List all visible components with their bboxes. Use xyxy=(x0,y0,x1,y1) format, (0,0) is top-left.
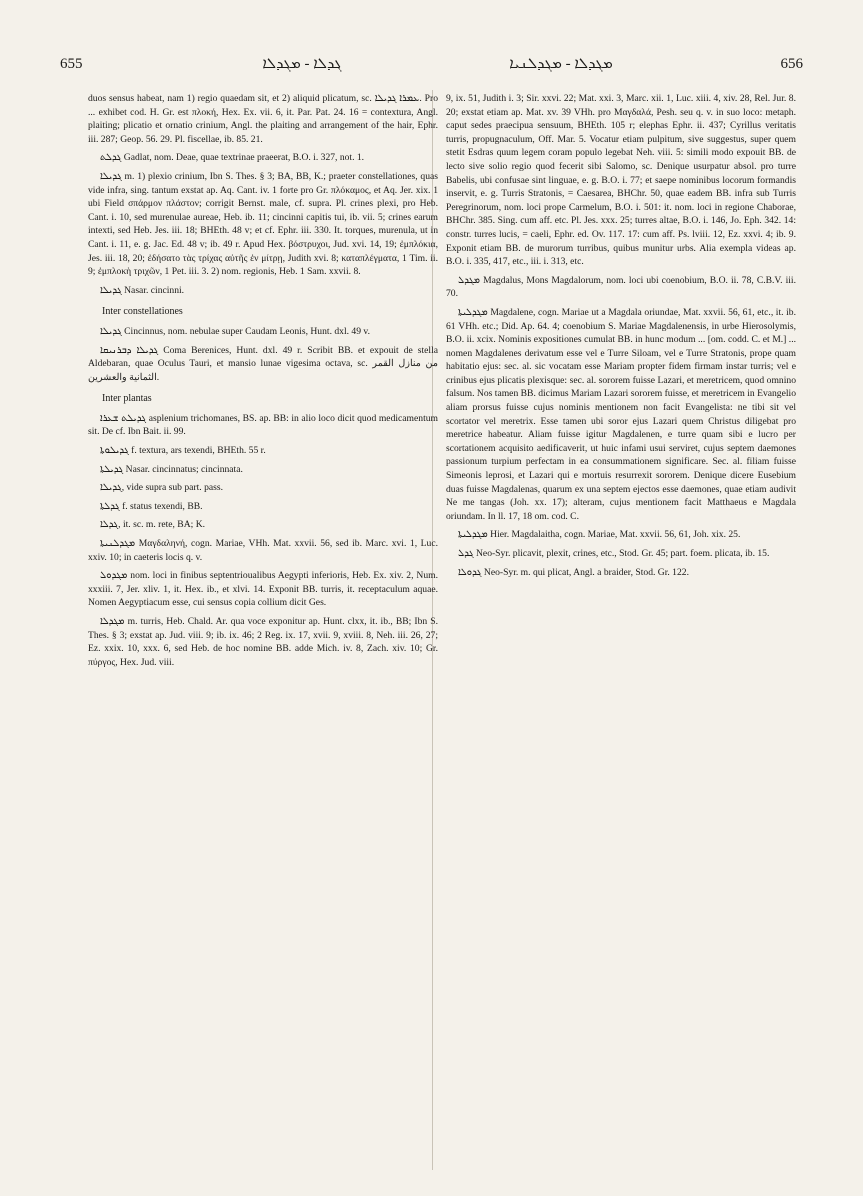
running-title-right: ܡܓܕܠܐ - ܡܓܕܠܢܝܐ xyxy=(509,56,613,72)
running-title-left: ܓܕܠܐ - ܡܓܕܠܐ xyxy=(262,56,342,72)
entry: ܡܓܕܠܐ m. turris, Heb. Chald. Ar. qua voce exponitur ap. Hunt. clxx, it. ib., BB; Ibn S. Thes. § 3; exstat ap. Jud. viii. 9; ib. ix. 46; 2 Reg. ix. 17, xvii. 9, xviii. 8, Neh. iii. 26, 27; Ez. xxix. 10, xxx. 6, sed Heb. de hoc nomine BB. adde Mich. iv. 8, Zach. xiv. 10; Gr. πύργος, Hex. Jud. viii. xyxy=(88,616,438,668)
entry: ܡܓܕܠܝܬܐ Magdalene, cogn. Mariae ut a Magdala oriundae, Mat. xxvii. 56, 61, etc., it. ib. 61 VHh. etc.; Did. Ap. 64. 4; coenobium S. Mariae Magdalenensis, in urbe Hierosolymis, B.O. ii. xcix. Nominis expositiones cumulat BB. in hunc modum ... [om. codd. C. et M.] ... nomen Magdalenes derivatum esse vel e Turre Siloam, vel e Turre Stratonis, prope quam habitatio ejus: sec. al. sic vocatam esse Mariam propter fidem firmam instar turris; vel e crinibus ejus plicatis plexisque: sec. al. sororem fuisse Lazari, et meretricem, quod omnino falsum. Nos tamen BB. dicimus Mariam Lazari sororem fuisse, et meretricem in Evangelio aliam prorsus fuisse cujus nominis mentionem non facit Evangelista: ne tibi sit vel scortator vel meretrix. Esse tamen ubi soror ejus Lazari quem Christus diligebat pro meretrice habeatur. Aliam fuisse igitur Magdalenen, e turre quam sibi e lucro per scortationem acquisito aedificaverit, ut huic infami usui serviret, cujus septem daemones passionum turpium perfectam in ea consummationem significare. Sec. al. filiam fuisse Simeonis leprosi, et Lazari qui e mortuis resurrexit sororem. Denique dicere Eusebium duas fuisse Magdalenas, quarum ex una septem ejectos esse daemones, quae etiam audivit Ne me tangas (Joh. xx. 17); alteram, cujus mentionem facit Matthaeus e Magdala oriundam. In ll. 17, 18 om. cod. C. xyxy=(446,306,796,522)
entry: 9, ix. 51, Judith i. 3; Sir. xxvi. 22; Mat. xxi. 3, Marc. xii. 1, Luc. xiii. 4, xiv. 28, Rel. Jur. 8. 20; exstat etiam ap. Mat. xv. 39 VHh. pro Μαγδαλά, Pesh. seu q. v. in suo loco: metaph. caput sedes praecipua sensuum, BHEth. 105 r; elephas Ephr. ii. 437; Cyrillus veritatis turris, propugnaculum, Off. Mar. 5. Vocatur etiam pulpitum, sive suggestus, super quem stetit Esdras quum legem coram populo legebat Neh. viii. 5: simili modo expouit BB. de lecto sive solio regio quod fecerit sibi Salomo, sc. Denique usurpatur absol. pro turre Babelis, ubi confusae sint linguae, e. g. B.O. i. 77; et saepe nominibus locorum formandis inservit, e. g. Turris Stratonis, = Caesarea, BHChr. 50, quae eadem BB. infra sub Turris Peregrinorum, nom. loci prope Carmelum, B.O. i. 501: it. nom. loci in regione Chaborae, BHChr. 385. Sing. cum aff. etc. Pl. Jes. xxx. 25; turres altae, B.O. i. 146, Jo. Eph. 342. 14: constr. turres lucis, = caeli, Ephr. ed. Ov. 117. 17: cum aff. Ps. lviii. 12, Ez. xxvi. 4; ib. 9. Exponit etiam BB. de murorum turribus, quibus munitur urbs. Alia exempla videas ap. B.O. i. 335, 417, etc., iii. i. 313, etc. xyxy=(446,93,796,268)
entry: ܓܕܝܠܐ m. 1) plexio crinium, Ibn S. Thes. § 3; BA, BB, K.; praeter constellationes, quas vide infra, sing. tantum exstat ap. Aq. Cant. iv. 1 forte pro Gr. πλόκαμος, et Aq. Jer. xix. 1 ubi Field σπάρμον πλάστον; corrigit Bernst. male, cf. supra. Pl. crines plexi, pro Heb. Cant. i. 10, sed murenulae aureae, Heb. ib. 11; cincinni capitis tui, ib. vii. 5; crines earum intexti, sed Heb. Jes. iii. 18; BHEth. 48 v; et cf. Ephr. iii. 330. It. torques, murenula, ut in Cant. i. 11, e. g. Jac. Ed. 48 v; ib. 49 r. Apud Hex. βόστρυχοι, Jud. xvi. 14, 19; ἐμπλόκια, Jes. iii. 18, 20; ἐδήσατο τὰς τρίχας αὐτῆς ἐν μίτρῃ, Judith xvi. 8; καταπλέγματα, 1 Tim. ii. 9; ἐμπλοκὴ τριχῶν, 1 Pet. iii. 3. 2) nom. regionis, Heb. 1 Sam. xxvii. 8. xyxy=(88,170,438,278)
page-header xyxy=(60,52,803,76)
right-column xyxy=(446,92,796,584)
entry: ܓܕܠܬ Gadlat, nom. Deae, quae textrinae praeerat, B.O. i. 327, not. 1. xyxy=(100,152,365,164)
page-number-left: 655 xyxy=(60,55,83,72)
entry: ܓܕܠ Neo-Syr. plicavit, plexit, crines, etc., Stod. Gr. 45; part. foem. plicata, ib. 15. xyxy=(458,548,770,559)
entry: duos sensus habeat, nam 1) regio quaedam sit, et 2) aliquid plicatum, sc. ܥܡܪܐ ܓܕܝܠܐ. Pro ... exhibet cod. H. Gr. est πλοκή, Hex. Ex. vii. 6, it. Par. Pat. 24. 16 = contextura, Angl. plaiting; plicatio et ornatio crinium, Angl. the plaiting and arrangement of the hair, Ephr. iii. 287; Geop. 56. 29. Pl. fiscellae, ib. 85. 21. xyxy=(88,93,438,145)
entry: ܓܕܝܠܐ ܕܒܪܢܝܩܐ Coma Berenices, Hunt. dxl. 49 r. Scribit BB. et expouit de stella Aldebaran, quae Oculus Tauri, et mansio lunae vigesima octava, sc. من منازل القمر الثمانية والعشرين. xyxy=(88,344,439,383)
section-heading: Inter plantas xyxy=(102,393,152,405)
entry: ܓܕܝܠܬܐ Nasar. cincinnatus; cincinnata. xyxy=(100,463,243,475)
entry: ܓܕܠܬܐ f. status texendi, BB. xyxy=(100,500,203,512)
entry: ܓܕܝܠܐ Nasar. cincinni. xyxy=(100,284,185,296)
entry: ܓܕܝܠܐ, vide supra sub part. pass. xyxy=(100,482,223,494)
entry: ܡܓܕܠܝܬܐ Hier. Magdalaitha, cogn. Mariae, Mat. xxvii. 56, 61, Joh. xix. 25. xyxy=(458,529,741,541)
entry: ܡܓܕܘܠ nom. loci in finibus septentrioualibus Aegypti inferioris, Heb. Ex. xiv. 2, Num. xxxiii. 7, Jer. xliv. 1, it. Hex. ib., et xlvi. 14. Exponit BB. turris, it. receptaculum aquae. Nomen Aegyptiacum esse, cui sensus copia collium dicit Ges. xyxy=(88,570,438,609)
entry: ܡܓܕܠ Magdalus, Mons Magdalorum, nom. loci ubi coenobium, B.O. ii. 78, C.B.V. iii. 70. xyxy=(446,274,796,300)
entry: ܓܕܝܠܘܬܐ f. textura, ars texendi, BHEth. 55 r. xyxy=(100,445,266,457)
page-number-right: 656 xyxy=(780,55,803,72)
section-heading: Inter constellationes xyxy=(102,306,183,318)
entry: ܓܕܘܠܐ Neo-Syr. m. qui plicat, Angl. a braider, Stod. Gr. 122. xyxy=(458,566,689,578)
entry: ܓܕܠܐ, it. sc. m. rete, BA; K. xyxy=(100,519,206,531)
left-column xyxy=(88,92,438,674)
entry: ܡܓܕܠܢܝܬܐ Μαγδαληνή, cogn. Mariae, VHh. Mat. xxvii. 56, sed ib. Marc. xvi. 1, Luc. xxiv. 10; in caeteris locis q. v. xyxy=(88,538,438,563)
entry: ܓܕܝܠܐ Cincinnus, nom. nebulae super Caudam Leonis, Hunt. dxl. 49 v. xyxy=(100,325,370,337)
entry: ܓܕܝܠܬ ܫܥܪܐ asplenium trichomanes, BS. ap. BB: in alio loco dicit quod medicamentum sit. De cf. Ibn Bait. ii. 99. xyxy=(88,412,438,438)
